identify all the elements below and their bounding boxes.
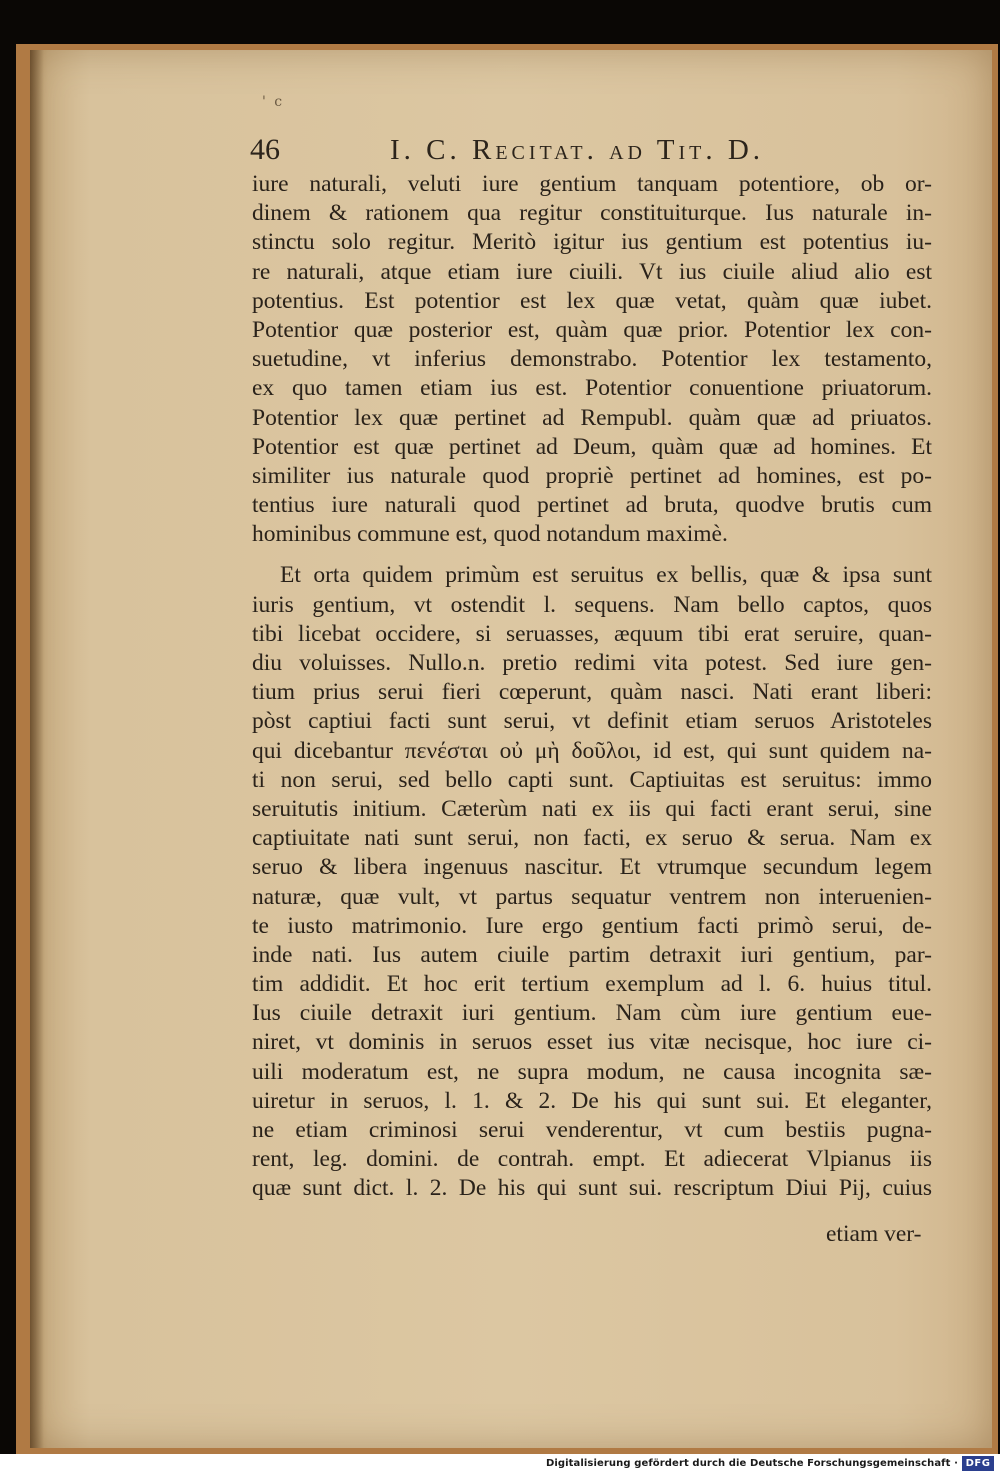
page-header [250,130,930,170]
text-line: ne etiam criminosi serui venderentur, vt cum bestiis pugna- [252,1117,932,1143]
text-line: Ius ciuile detraxit iuri gentium. Nam cùm iure gentium eue- [252,1000,932,1027]
gutter-shadow [30,50,44,1448]
text-line: Potentior est quæ pertinet ad Deum, quàm quæ ad homines. Et [252,433,932,460]
text-line: seruo & libera ingenuus nascitur. Et vtrumque secundum legem [252,854,932,881]
text-line: tentius iure naturali quod pertinet ad bruta, quodve brutis cum [252,492,932,519]
ink-mark: ' c [262,94,285,110]
body-text [252,170,932,1204]
dfg-logo: DFG [962,1456,994,1471]
text-line: niret, vt dominis in seruos esset ius vitæ necisque, hoc iure ci- [252,1029,932,1056]
catchword: etiam ver- [826,1221,922,1247]
text-line: suetudine, vt inferius demonstrabo. Potentior lex testamento, [252,346,932,373]
text-line: ti non serui, sed bello capti sunt. Captiuitas est seruitus: immo [252,766,932,793]
text-line: re naturali, atque etiam iure ciuili. Vt ius ciuile aliud alio est [252,258,932,285]
funding-credit: Digitalisierung gefördert durch die Deutsche Forschungsgemeinschaft · [545,1458,958,1469]
text-line: iuris gentium, vt ostendit l. sequens. Nam bello captos, quos [252,591,932,618]
text-line: Potentior lex quæ pertinet ad Rempubl. quàm quæ ad priuatos. [252,404,932,431]
paragraph-2 [252,561,932,1203]
paragraph-1 [252,170,932,549]
text-line: rent, leg. domini. de contrah. empt. Et adiecerat Vlpianus iis [252,1146,932,1173]
text-line: potentius. Est potentior est lex quæ vetat, quàm quæ iubet. [252,287,932,314]
text-line: tibi licebat occidere, si seruasses, æquum tibi erat seruire, quan- [252,620,932,647]
text-line: diu voluisses. Nullo.n. pretio redimi vita potest. Sed iure gen- [252,650,932,676]
text-line: tim addidit. Et hoc erit tertium exemplum ad l. 6. huius titul. [252,971,932,998]
text-line: uiretur in seruos, l. 1. & 2. De his qui sunt sui. Et eleganter, [252,1087,932,1114]
text-line: hominibus commune est, quod notandum maximè. [252,521,728,548]
text-line: qui dicebantur πενέσται οὐ μὴ δοῦλοι, id est, qui sunt quidem na- [252,737,932,764]
text-line: pòst captiui facti sunt serui, vt definit etiam seruos Aristoteles [252,708,932,735]
text-line: inde nati. Ius autem ciuile partim detraxit iuri gentium, par- [252,941,932,968]
text-line: quæ sunt dict. l. 2. De his qui sunt sui. rescriptum Diui Pij, cuius [252,1175,932,1202]
text-line: seruitutis initium. Cæterùm nati ex iis qui facti erant serui, sine [252,795,932,822]
text-line: te iusto matrimonio. Iure ergo gentium facti primò serui, de- [252,912,932,939]
text-line: captiuitate nati sunt serui, non facti, ex seruo & serua. Nam ex [252,825,932,852]
text-line: Potentior quæ posterior est, quàm quæ prior. Potentior lex con- [252,316,932,343]
text-line: stinctu solo regitur. Meritò igitur ius gentium est potentius iu- [252,229,932,256]
text-line: iure naturali, veluti iure gentium tanquam potentiore, ob or- [252,171,932,197]
text-line: Et orta quidem primùm est seruitus ex bellis, quæ & ipsa sunt [280,562,932,589]
text-line: ex quo tamen etiam ius est. Potentior conuentione priuatorum. [252,375,932,402]
text-line: uili moderatum est, ne supra modum, ne causa incognita sæ- [252,1058,932,1085]
text-line: similiter ius naturale quod propriè pertinet ad homines, est po- [252,462,932,489]
text-line: dinem & rationem qua regitur constituiturque. Ius naturale in- [252,200,932,227]
running-title: I. C. Recitat. ad Tit. D. [390,134,765,166]
text-line: tium prius serui fieri cœperunt, quàm nasci. Nati erant liberi: [252,679,932,706]
page-number: 46 [250,133,280,166]
text-line: naturæ, quæ vult, vt partus sequatur ventrem non interuenien- [252,883,932,910]
